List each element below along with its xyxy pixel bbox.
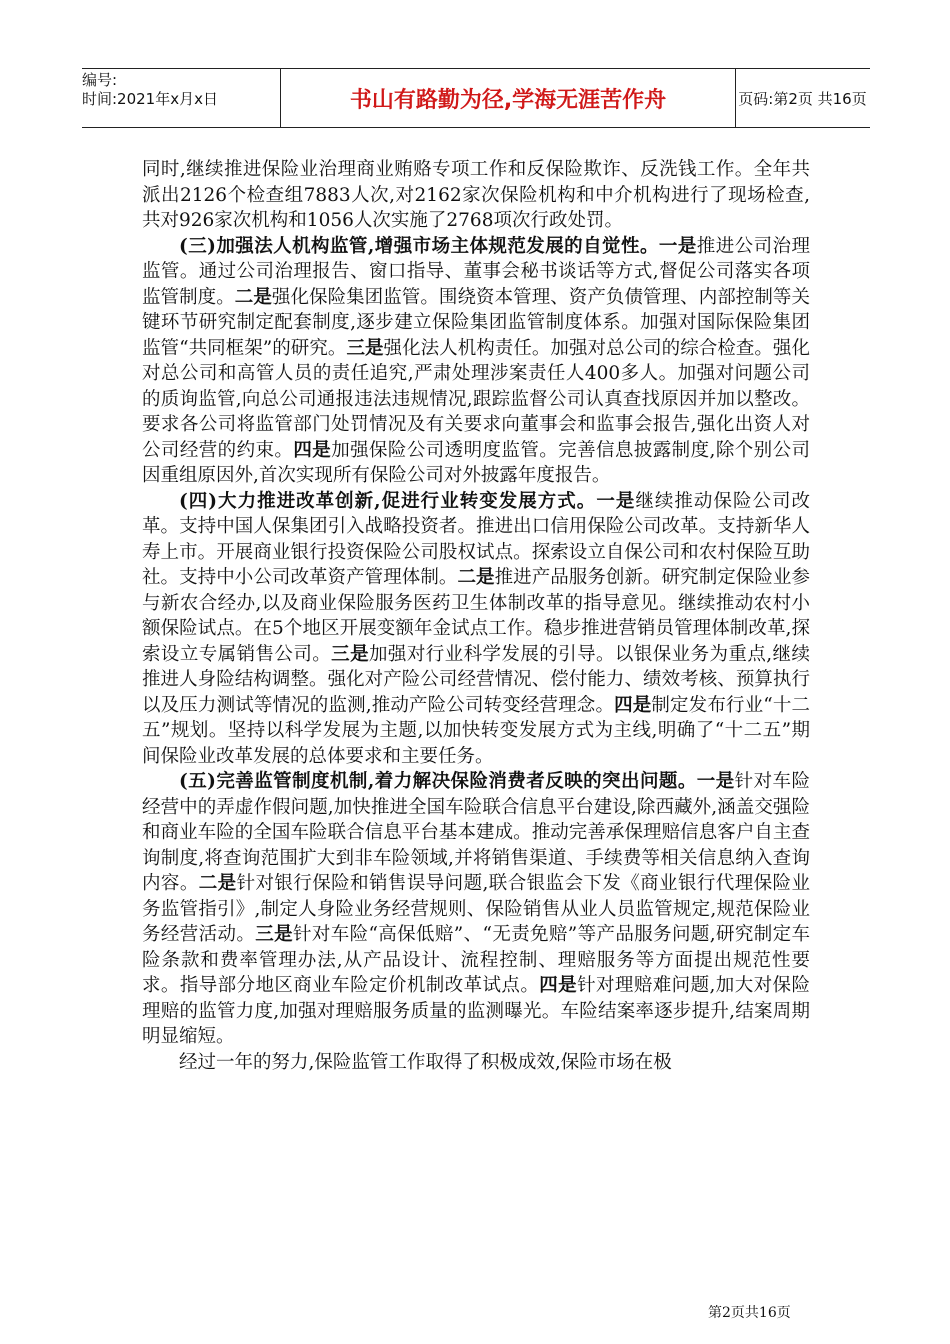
header-meta [82,69,280,129]
bold-heading-text: 四是 [293,439,332,461]
bold-heading-text: 二是 [234,286,272,308]
bold-heading-text: (三)加强法人机构监管,增强市场主体规范发展的自觉性。一是 [179,235,697,257]
paragraph-text: 推进产品服务创新。研究制定保险业参与新农合经办,以及商业保险服务医药卫生体制改革的指导意见。继续推动农村小额保险试点。在5个地区开展变额年金试点工作。稳步推进营销员管理体制改革,探索设立专属销售公司。 [142,567,810,665]
paragraph-text: 针对银行保险和销售误导问题,联合银监会下发《商业银行代理保险业务监管指引》,制定人身险业务经营规则、保险销售从业人员监管规定,规范保险业务经营活动。 [142,873,810,945]
paragraph-text: 强化保险集团监管。围绕资本管理、资产负债管理、内部控制等关键环节研究制定配套制度,逐步建立保险集团监管制度体系。加强对国际保险集团监管“共同框架”的研究。 [142,286,810,359]
body-paragraph [142,769,810,1050]
bold-heading-text: 二是 [457,567,495,588]
document-date-label: 时间:2021年x月x日 [82,90,218,108]
bold-heading-text: 三是 [331,643,370,665]
document-number-label: 编号: [82,71,118,89]
paragraph-text: 制定发布行业“十二五”规划。坚持以科学发展为主题,以加快转变发展方式为主线,明确了“十二五”期间保险业改革发展的总体要求和主要任务。 [142,694,810,767]
paragraph-text: 推进公司治理监管。通过公司治理报告、窗口指导、董事会秘书谈话等方式,督促公司落实各项监管制度。 [142,235,810,308]
body-paragraph [142,234,810,489]
header-page-number: 页码:第2页 共16页 [738,89,867,108]
bold-heading-text: (五)完善监管制度机制,着力解决保险消费者反映的突出问题。一是 [179,771,735,792]
page-header [82,68,870,128]
page-footer: 第2页共16页 [708,1305,791,1321]
header-motto: 书山有路勤为径,学海无涯苦作舟 [280,69,736,127]
paragraph-text: 针对车险经营中的弄虚作假问题,加快推进全国车险联合信息平台建设,除西藏外,涵盖交强险和商业车险的全国车险联合信息平台基本建成。推动完善承保理赔信息客户自主查询制度,将查询范围扩大到非车险领域,并将销售渠道、手续费等相关信息纳入查询内容。 [142,771,810,894]
document-body [142,157,810,1075]
paragraph-text: 加强对行业科学发展的引导。以银保业务为重点,继续推进人身险结构调整。强化对产险公司经营情况、偿付能力、绩效考核、预算执行以及压力测试等情况的监测,推动产险公司转变经营理念。 [142,643,810,716]
paragraph-text: 强化法人机构责任。加强对总公司的综合检查。强化对总公司和高管人员的责任追究,严肃处理涉案责任人400多人。加强对问题公司的质询监管,向总公司通报违法违规情况,跟踪监督公司认真查找原因并加以整改。要求各公司将监管部门处罚情况及有关要求向董事会和监事会报告,强化出资人对公司经营的约束。 [142,337,810,461]
bold-heading-text: 四是 [539,975,578,996]
paragraph-text: 针对理赔难问题,加大对保险理赔的监管力度,加强对理赔服务质量的监测曝光。车险结案率逐步提升,结案周期明显缩短。 [142,975,810,1047]
paragraph-text: 加强保险公司透明度监管。完善信息披露制度,除个别公司因重组原因外,首次实现所有保险公司对外披露年度报告。 [142,439,810,486]
bold-heading-text: 二是 [198,873,237,894]
paragraph-text: 经过一年的努力,保险监管工作取得了积极成效,保险市场在极 [179,1051,672,1073]
bold-heading-text: 三是 [255,924,293,945]
paragraph-text: 针对车险“高保低赔”、“无责免赔”等产品服务问题,研究制定车险条款和费率管理办法,从产品设计、流程控制、理赔服务等方面提出规范性要求。指导部分地区商业车险定价机制改革试点。 [142,924,810,996]
bold-heading-text: 三是 [346,337,384,359]
body-paragraph [142,489,810,770]
body-paragraph [142,157,810,234]
paragraph-text: 继续推动保险公司改革。支持中国人保集团引入战略投资者。推进出口信用保险公司改革。支持新华人寿上市。开展商业银行投资保险公司股权试点。探索设立自保公司和农村保险互助社。支持中小公司改革资产管理体制。 [142,490,810,588]
paragraph-text: 同时,继续推进保险业治理商业贿赂专项工作和反保险欺诈、反洗钱工作。全年共派出2126个检查组7883人次,对2162家次保险机构和中介机构进行了现场检查,共对926家次机构和1056人次实施了2768项次行政处罚。 [142,159,810,231]
bold-heading-text: (四)大力推进改革创新,促进行业转变发展方式。一是 [179,490,636,512]
body-paragraph [142,1050,810,1076]
bold-heading-text: 四是 [614,694,652,716]
